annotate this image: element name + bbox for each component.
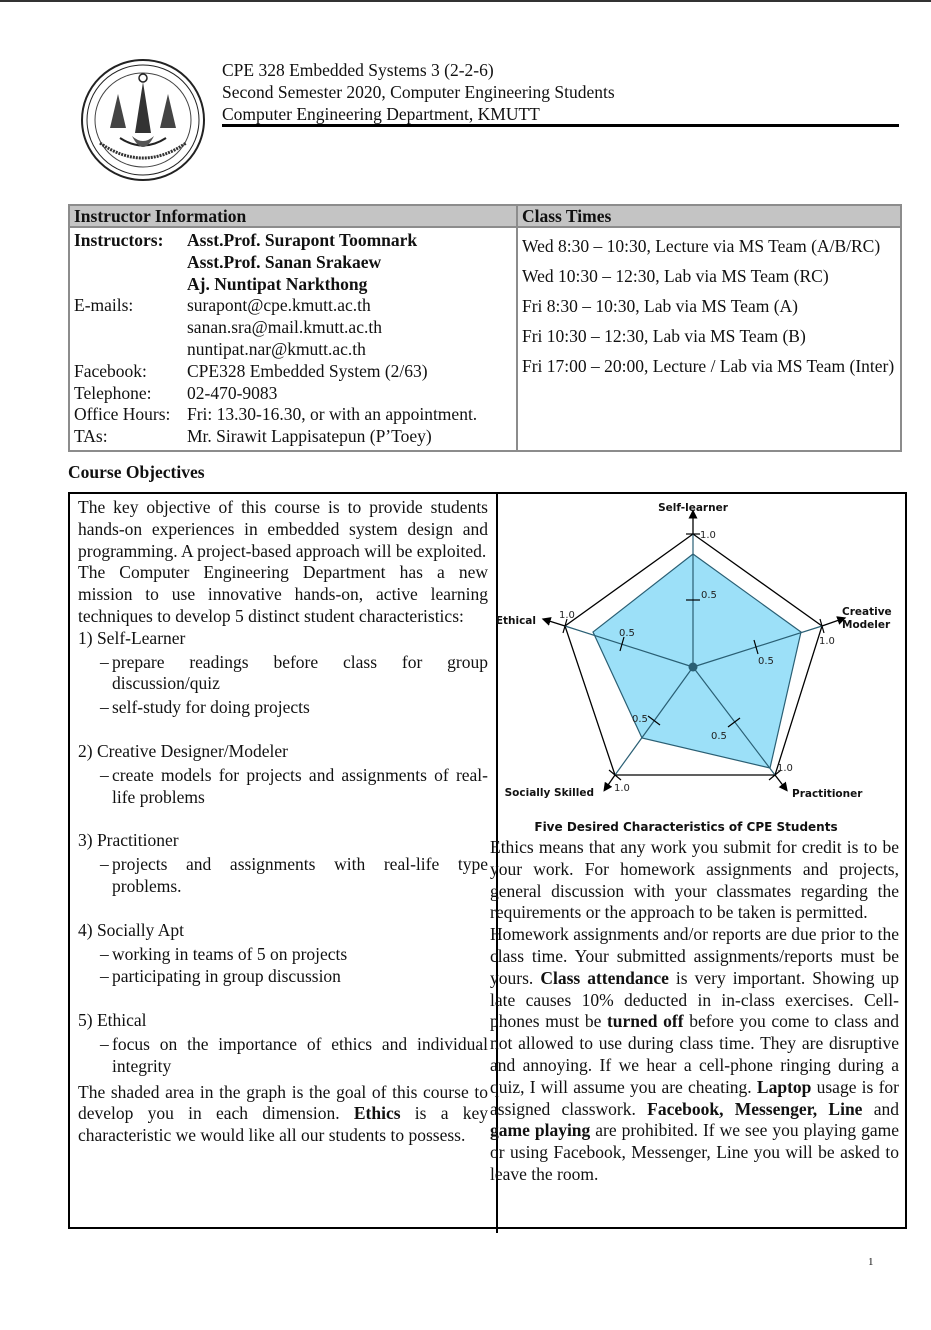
characteristic-title: 3) Practitioner — [78, 830, 179, 851]
ethics-paragraph: Ethics means that any work you submit for credit is to be your work. For homework assignments and projects, general discussion with your classmates regarding the requirements or the approach to be taken is permitted. — [490, 837, 899, 923]
office-hours-value: Fri: 13.30-16.30, or with an appointment. — [187, 404, 478, 425]
objectives-closing: The shaded area in the graph is the goal of this course to develop you in each dimension. Ethics is a key characteristic we would like all our students to possess. — [78, 1081, 488, 1146]
class-time-item: Fri 17:00 – 20:00, Lecture / Lab via MS Team (Inter) — [522, 356, 895, 376]
svg-text:1.0: 1.0 — [700, 530, 716, 541]
objectives-right-panel — [482, 494, 905, 1227]
header-divider — [222, 124, 899, 127]
policy-text — [490, 837, 899, 1186]
svg-text:0.5: 0.5 — [619, 628, 635, 639]
radar-chart — [482, 494, 905, 839]
objectives-text — [70, 494, 498, 1233]
email-address: sanan.sra@mail.kmutt.ac.th — [187, 317, 382, 338]
axis-label-creative: Creative — [842, 606, 892, 618]
semester-line: Second Semester 2020, Computer Engineering Students — [222, 82, 615, 102]
class-time-item: Fri 8:30 – 10:30, Lab via MS Team (A) — [522, 296, 798, 316]
svg-text:0.5: 0.5 — [758, 656, 774, 667]
chart-title: Five Desired Characteristics of CPE Students — [534, 820, 838, 834]
characteristic-bullet: – focus on the importance of ethics and individual integrity — [100, 1033, 488, 1076]
facebook-row: Facebook: CPE328 Embedded System (2/63) — [74, 361, 512, 383]
class-time-item: Wed 10:30 – 12:30, Lab via MS Team (RC) — [522, 266, 829, 286]
kmutt-seal-icon — [80, 58, 206, 182]
class-times-heading: Class Times — [517, 205, 901, 227]
course-objectives-heading: Course Objectives — [68, 462, 205, 482]
instructor-name: Aj. Nuntipat Narkthong — [187, 273, 368, 294]
characteristic-bullet: – projects and assignments with real-life type problems. — [100, 854, 488, 896]
objective-mission: The Computer Engineering Department has a new mission to use innovative hands-on, active learning techniques to develop 5 distinct student characteristics: — [78, 562, 488, 626]
axis-label-socially-skilled: Socially Skilled — [504, 787, 594, 799]
email-address: surapont@cpe.kmutt.ac.th — [187, 295, 371, 316]
chart-center — [689, 663, 698, 672]
page-top-border — [0, 0, 931, 2]
office-hours-row: Office Hours: Fri: 13.30-16.30, or with an appointment. — [74, 404, 512, 426]
characteristic-title: 2) Creative Designer/Modeler — [78, 740, 288, 761]
characteristic-title: 1) Self-Learner — [78, 627, 186, 648]
department-line: Computer Engineering Department, KMUTT — [222, 104, 540, 124]
axis-label-self-learner: Self-learner — [658, 502, 728, 514]
info-table — [68, 204, 902, 452]
tas-row: TAs: Mr. Sirawit Lappisatepun (P’Toey) — [74, 426, 512, 448]
characteristic-bullet: – self-study for doing projects — [100, 697, 310, 718]
axis-label-ethical: Ethical — [495, 615, 536, 627]
svg-text:1.0: 1.0 — [777, 763, 793, 774]
objective-intro: The key objective of this course is to provide students hands-on experiences in embedded system design and programming. A project-based approach will be exploited. — [78, 497, 488, 561]
class-time-item: Fri 10:30 – 12:30, Lab via MS Team (B) — [522, 326, 806, 346]
telephone-row: Telephone: 02-470-9083 — [74, 383, 512, 405]
course-title: CPE 328 Embedded Systems 3 (2-2-6) — [222, 60, 494, 80]
svg-text:1.0: 1.0 — [559, 610, 575, 621]
instructor-info-heading: Instructor Information — [69, 205, 517, 227]
svg-text:0.5: 0.5 — [711, 731, 727, 742]
characteristic-bullet: – working in teams of 5 on projects — [100, 943, 348, 964]
email-address: nuntipat.nar@kmutt.ac.th — [187, 338, 366, 359]
svg-text:0.5: 0.5 — [632, 714, 648, 725]
tas-value: Mr. Sirawit Lappisatepun (P’Toey) — [187, 426, 432, 447]
characteristic-title: 5) Ethical — [78, 1010, 147, 1031]
axis-label-modeler: Modeler — [842, 619, 891, 631]
class-time-item: Wed 8:30 – 10:30, Lecture via MS Team (A/B/RC) — [522, 236, 881, 256]
instructor-info-cell — [69, 227, 517, 451]
page-number: 1 — [868, 1256, 874, 1268]
document-header — [222, 59, 615, 125]
axis-label-practitioner: Practitioner — [792, 788, 863, 800]
emails-row: E-mails: surapont@cpe.kmutt.ac.th sanan.sra@mail.kmutt.ac.th nuntipat.nar@kmutt.ac.th — [74, 295, 512, 360]
telephone-value: 02-470-9083 — [187, 382, 278, 403]
instructor-name: Asst.Prof. Sanan Srakaew — [187, 251, 382, 272]
svg-text:0.5: 0.5 — [701, 590, 717, 601]
objectives-box — [68, 492, 907, 1229]
characteristic-bullet: – participating in group discussion — [100, 966, 341, 987]
class-times-cell — [517, 227, 901, 451]
characteristic-bullet: – prepare readings before class for group discussion/quiz — [100, 651, 488, 694]
attendance-paragraph: Homework assignments and/or reports are due prior to the class time. Your submitted assignments/reports must be yours. Class attendance is very important. Showing up late causes 10% deducted in in-class exercises. Cell-phones must be turned off before you come to class and not allowed to use during class time. They are disruptive and annoying. If we hear a cell-phone ringing during a quiz, I will assume you are cheating. Laptop usage is for assigned classwork. Facebook, Messenger, Line and game playing are prohibited. If we see you playing game or using Facebook, Messenger, Line you will be asked to leave the room. — [490, 924, 900, 1184]
instructor-name: Asst.Prof. Surapont Toomnark — [187, 230, 418, 250]
characteristic-title: 4) Socially Apt — [78, 919, 184, 940]
svg-text:1.0: 1.0 — [819, 636, 835, 647]
instructors-row: Instructors: Asst.Prof. Surapont Toomnark Asst.Prof. Sanan Srakaew Aj. Nuntipat Narkthong — [74, 230, 512, 295]
svg-text:1.0: 1.0 — [614, 783, 630, 794]
facebook-value: CPE328 Embedded System (2/63) — [187, 360, 428, 381]
characteristic-bullet: – create models for projects and assignments of real-life problems — [100, 764, 488, 807]
